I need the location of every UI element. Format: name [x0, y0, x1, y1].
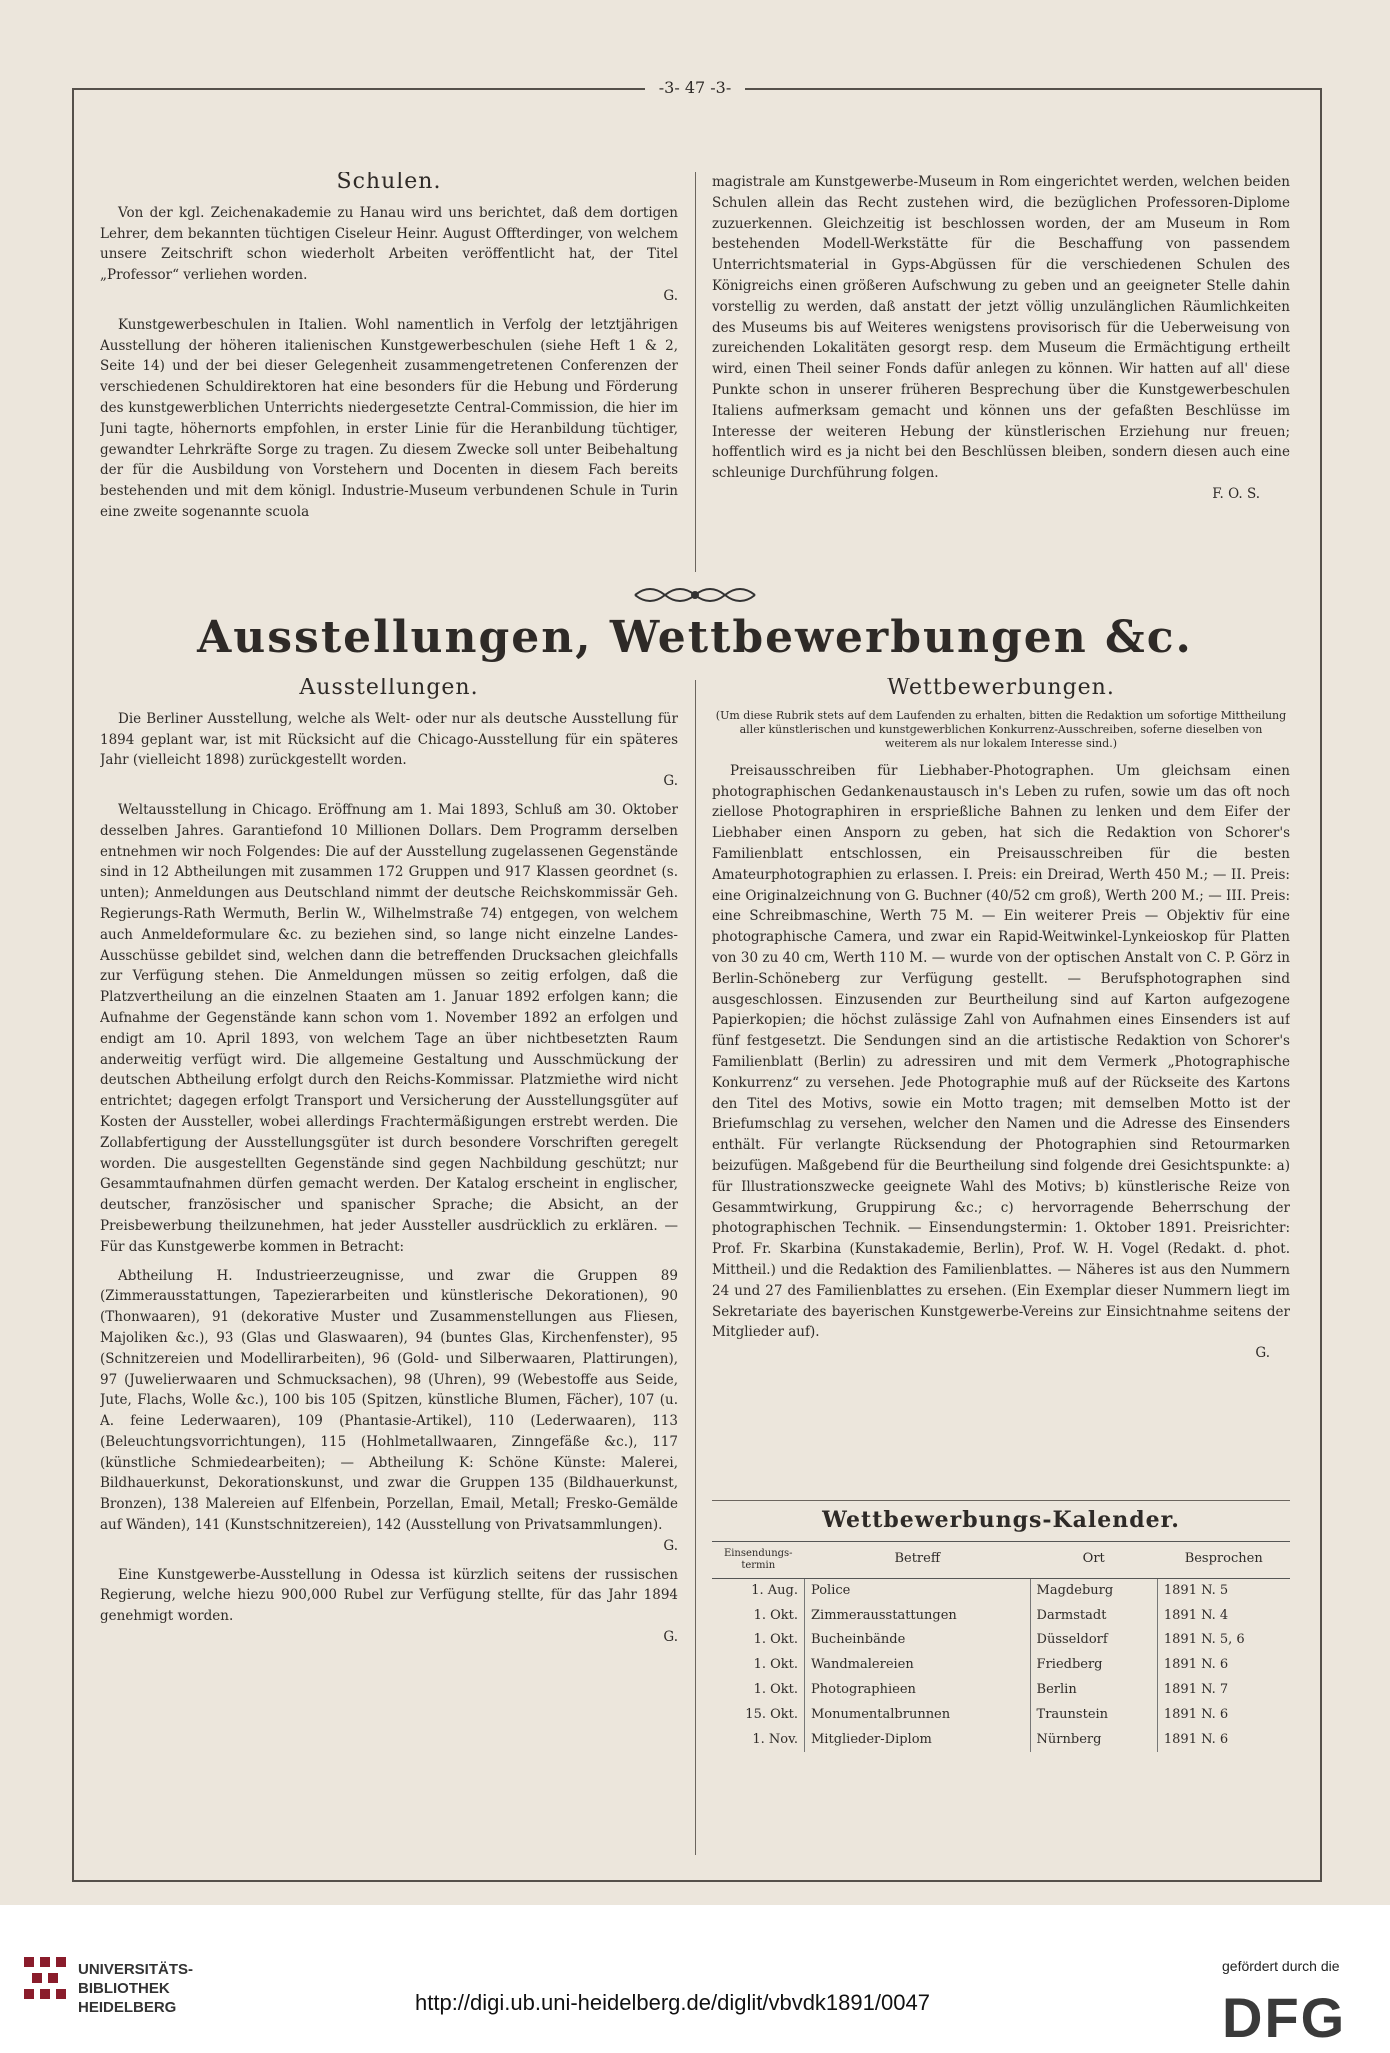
- schulen-column-left: [100, 172, 678, 574]
- wettbewerbungen-heading: Wettbewerbungen.: [887, 678, 1115, 700]
- cell-ort: Magdeburg: [1030, 1578, 1157, 1603]
- cell-betreff: Police: [805, 1578, 1031, 1603]
- wettbewerbungen-paragraph-1: Preisausschreiben für Liebhaber-Photographen. Um gleichsam einen photographischen Gedankenaustausch in's Leben zu rufen, sowie um das oft noch ziellose Photographiren in ersprießliche Bahnen zu lenken und dem Eifer der Liebhaber einen Ansporn zu geben, hat sich die Redaktion von Schorer's Familienblatt entschlossen, ein Preisausschreiben für die besten Amateurphotographien zu erlassen. I. Preis: ein Dreirad, Werth 450 M.; — II. Preis: eine Originalzeichnung von G. Buchner (40/52 cm groß), Werth 200 M.; — III. Preis: eine Schreibmaschine, Werth 75 M. — Ein weiterer Preis — Objektiv für eine photographische Camera, und zwar ein Rapid-Weitwinkel-Lynkeioskop für Platten von 30 zu 40 cm, Werth 110 M. — wurde von der optischen Anstalt von C. P. Görz in Berlin-Schöneberg zur Verfügung gestellt. — Berufsphotographen sind ausgeschlossen. Einzusenden zur Beurtheilung sind auf Karton aufgezogene Papierkopien; die höchst zulässige Zahl von Aufnahmen eines Einsenders ist auf fünf festgesetzt. Die Sendungen sind an die artistische Redaktion von Schorer's Familienblatt (Berlin) zu adressiren und mit dem Vermerk „Photographische Konkurrenz“ zu versehen. Jede Photographie muß auf der Rückseite des Kartons den Titel des Motivs, sowie ein Motto tragen; mit demselben Motto ist der Briefumschlag zu versehen, welcher den Namen und die Adresse des Einsenders enthält. Für verlangte Rücksendung der Photographien sind Retourmarken beizufügen. Maßgebend für die Beurtheilung sind folgende drei Gesichtspunkte: a) für Illustrationszwecke geeignete Wahl des Motivs; b) künstlerische Reize von Gesammtwirkung, Gruppirung &c.; c) hervorragende Beherrschung der photographischen Technik. — Einsendungstermin: 1. Oktober 1891. Preisrichter: Prof. Fr. Skarbina (Kunstakademie, Berlin), Prof. W. H. Vogel (Redakt. d. phot. Mittheil.) und die Redaktion des Familienblattes. — Näheres ist aus den Nummern 24 und 27 des Familienblattes zu ersehen. (Ein Exemplar dieser Nummern liegt im Sekretariate des bayerischen Kunstgewerbe-Vereins zur Einsichtnahme seitens der Mitglieder auf).: [712, 762, 1290, 1341]
- ausstellungen-paragraph-2: Weltausstellung in Chicago. Eröffnung am 1. Mai 1893, Schluß am 30. Oktober desselben Jahres. Garantiefond 10 Millionen Dollars. Dem Programm derselben entnehmen wir noch Folgendes: Die auf der Ausstellung zugelassenen Gegenstände sind in 12 Abtheilungen mit zusammen 172 Gruppen und 917 Klassen geordnet (s. unten); Anmeldungen aus Deutschland nimmt der deutsche Reichskommissär Geh. Regierungs-Rath Wermuth, Berlin W., Wilhelmstraße 74) entgegen, von welchem auch Anmeldeformulare &c. zu beziehen sind, so lange nicht einzelne Landes-Ausschüsse gebildet sind, welchen dann die betreffenden Drucksachen gleichfalls zur Verfügung stehen. Die Anmeldungen müssen so zeitig erfolgen, daß die Platzvertheilung an die einzelnen Staaten am 1. Januar 1892 erfolgen kann; die Aufnahme der Gegenstände kann schon vom 1. November 1892 an erfolgen und endigt am 10. April 1893, von welchem Tage an über nichtbesetzten Raum anderweitig verfügt wird. Die allgemeine Gestaltung und Ausschmückung der deutschen Abtheilung erfolgt durch den Reichs-Kommissar. Platzmiethe wird nicht entrichtet; dagegen erfolgt Transport und Versicherung der Ausstellungsgüter auf Kosten der Aussteller, wobei allerdings Frachtermäßigungen erstrebt werden. Die Zollabfertigung der Ausstellungsgüter ist durch besondere Vorschriften geregelt worden. Die ausgestellten Gegenstände sind gegen Nachbildung geschützt; nur Gesammtaufnahmen dürfen gemacht werden. Der Katalog erscheint in englischer, deutscher, französischer und spanischer Sprache; die Absicht, an der Preisbewerbung theilzunehmen, hat jeder Aussteller ausdrücklich zu erklären. — Für das Kunstgewerbe kommen in Betracht:: [100, 801, 678, 1255]
- wettbewerbungen-p1-signature: G.: [1255, 1345, 1270, 1362]
- cell-ort: Darmstadt: [1030, 1604, 1157, 1629]
- funded-by-label: gefördert durch die: [1222, 1958, 1340, 1974]
- schulen-column-right: [712, 172, 1290, 574]
- schulen-p2-signature: F. O. S.: [1212, 485, 1260, 502]
- cell-betreff: Bucheinbände: [805, 1628, 1031, 1653]
- ornament-divider: [630, 583, 760, 607]
- cell-termin: 15. Okt.: [712, 1703, 805, 1728]
- cell-betreff: Wandmalereien: [805, 1653, 1031, 1678]
- column-rule-bottom: [695, 680, 696, 1855]
- cell-termin: 1. Okt.: [712, 1678, 805, 1703]
- cell-besprochen: 1891 N. 6: [1163, 1706, 1229, 1722]
- cell-ort: Düsseldorf: [1030, 1628, 1157, 1653]
- cell-betreff: Zimmerausstattungen: [805, 1604, 1031, 1629]
- cell-termin: 1. Okt.: [712, 1604, 805, 1629]
- ausstellungen-paragraph-3: Abtheilung H. Industrieerzeugnisse, und zwar die Gruppen 89 (Zimmerausstattungen, Tapezierarbeiten und künstlerische Dekorationen), 90 (Thonwaaren), 91 (dekorative Muster und Zusammenstellungen aus Fliesen, Majoliken &c.), 93 (Glas und Glaswaaren), 94 (buntes Glas, Kirchenfenster), 95 (Schnitzereien und Modellirarbeiten), 96 (Gold- und Silberwaaren, Plattirungen), 97 (Juwelierwaaren und Schmucksachen), 98 (Uhren), 99 (Webestoffe aus Seide, Jute, Flachs, Wolle &c.), 100 bis 105 (Spitzen, künstliche Blumen, Fächer), 107 (u. A. feine Lederwaaren), 109 (Phantasie-Artikel), 110 (Lederwaaren), 113 (Beleuchtungsvorrichtungen), 115 (Hohlmetallwaaren, Zinngefäße &c.), 117 (künstliche Schmiedearbeiten); — Abtheilung K: Schöne Künste: Malerei, Bildhauerkunst, Dekorationskunst, und zwar die Gruppen 135 (Bildhauerkunst, Bronzen), 138 Malereien auf Elfenbein, Porzellan, Email, Metall; Fresko-Gemälde auf Wänden), 141 (Kunstschnitzereien), 142 (Ausstellung von Privatsammlungen).: [100, 1267, 678, 1534]
- library-name-line-1: UNIVERSITÄTS-: [78, 1961, 194, 1978]
- ausstellungen-paragraph-4: Eine Kunstgewerbe-Ausstellung in Odessa ist kürzlich seitens der russischen Regierung, welche hiezu 900,000 Rubel zur Verfügung stellte, für das Jahr 1894 genehmigt worden.: [100, 1566, 678, 1625]
- kalender-heading: Wettbewerbungs-Kalender.: [822, 1510, 1180, 1533]
- page-number: -3- 47 -3-: [645, 78, 745, 97]
- ausstellungen-heading: Ausstellungen.: [299, 678, 479, 700]
- cell-ort: Traunstein: [1030, 1703, 1157, 1728]
- ausstellungen-p1-signature: G.: [663, 773, 678, 790]
- schulen-heading: Schulen.: [336, 172, 442, 194]
- library-name-line-3: HEIDELBERG: [78, 1999, 177, 2016]
- cell-besprochen: 1891 N. 5, 6: [1163, 1632, 1245, 1648]
- kalender-section: [712, 1510, 1290, 1850]
- wettbewerbungen-column: [712, 678, 1290, 1498]
- cell-besprochen: 1891 N. 5: [1163, 1582, 1229, 1598]
- table-row: [712, 1628, 1290, 1653]
- schulen-p1-signature: G.: [663, 287, 678, 304]
- cell-betreff: Photographieen: [805, 1678, 1031, 1703]
- schulen-paragraph-2: Kunstgewerbeschulen in Italien. Wohl namentlich in Verfolg der letztjährigen Ausstellung der höheren italienischen Kunstgewerbeschulen (siehe Heft 1 & 2, Seite 14) und der bei dieser Gelegenheit zusammengetretenen Conferenzen der verschiedenen Schuldirektoren hat eine besonders für die Hebung und Förderung des kunstgewerblichen Unterrichts niedergesetzte Central-Commission, die hier im Juni tagte, höhernorts empfohlen, in erster Linie für die Heranbildung tüchtiger, gewandter Lehrkräfte Sorge zu tragen. Zu diesem Zwecke soll unter Beibehaltung der für die Ausbildung von Vorstehern und Docenten in diesem Fach bereits bestehenden und mit dem königl. Industrie-Museum verbundenen Schule in Turin eine zweite sogenannte scuola: [100, 316, 678, 520]
- kalender-table: [712, 1541, 1290, 1753]
- cell-besprochen: 1891 N. 7: [1163, 1681, 1229, 1697]
- cell-termin: 1. Aug.: [712, 1578, 805, 1603]
- cell-betreff: Monumentalbrunnen: [805, 1703, 1031, 1728]
- schulen-paragraph-2-continued: magistrale am Kunstgewerbe-Museum in Rom eingerichtet werden, welchen beiden Schulen allein das Recht zustehen wird, die bezüglichen Professoren-Diplome zuzuerkennen. Gleichzeitig ist beschlossen worden, der am Museum in Rom bestehenden Modell-Werkstätte für die Beschaffung von passendem Unterrichtsmaterial in Gyps-Abgüssen für die verschiedenen Schulen des Königreichs einen größeren Aufschwung zu geben und an geeigneter Stelle dahin vorstellig zu werden, daß anstatt der jetzt völlig unzulänglichen Räumlichkeiten des Museums bis auf Weiteres wenigstens provisorisch für die Ueberweisung von zureichenden Lokalitäten gesorgt resp. dem Museum die Ermächtigung ertheilt wird, einen Theil seiner Fonds dafür anlegen zu können. Wir hatten auf all' diese Punkte schon in unserer früheren Besprechung über die Kunstgewerbeschulen Italiens aufmerksam gemacht und können uns der gefaßten Beschlüsse im Interesse der weiteren Hebung der künstlerischen Erziehung nur freuen; hoffentlich wird es ja nicht bei den Beschlüssen bleiben, sondern diesen auch eine schleunige Durchführung folgen.: [712, 174, 1290, 482]
- library-name-line-2: BIBLIOTHEK: [78, 1980, 170, 1997]
- university-library-logo: [22, 1955, 70, 2003]
- section-banner-title: Ausstellungen, Wettbewerbungen &c.: [197, 612, 1193, 663]
- ausstellungen-column: [100, 678, 678, 1858]
- wettbewerbungen-note: (Um diese Rubrik stets auf dem Laufenden zu erhalten, bitten die Redaktion um sofortige Mittheilung aller künstlerischen und kunstgewerblichen Konkurrenz-Ausschreiben, soferne dieselben von weiterem als nur lokalem Interesse sind.): [715, 708, 1287, 750]
- cell-ort: Nürnberg: [1030, 1728, 1157, 1753]
- cell-ort: Friedberg: [1030, 1653, 1157, 1678]
- cell-termin: 1. Nov.: [712, 1728, 805, 1753]
- kalender-top-rule: [712, 1500, 1290, 1501]
- cell-besprochen: 1891 N. 4: [1163, 1607, 1229, 1623]
- table-row: [712, 1678, 1290, 1703]
- cell-betreff: Mitglieder-Diplom: [805, 1728, 1031, 1753]
- col-header-besprochen: Besprochen: [1157, 1541, 1290, 1578]
- col-header-termin: Einsendungs-termin: [712, 1541, 805, 1578]
- ausstellungen-p3-signature: G.: [663, 1537, 678, 1554]
- dfg-logo: DFG: [1222, 1986, 1347, 2049]
- cell-termin: 1. Okt.: [712, 1653, 805, 1678]
- column-rule-top: [695, 172, 696, 572]
- table-row: [712, 1728, 1290, 1753]
- ausstellungen-p4-signature: G.: [663, 1629, 678, 1646]
- source-url-link[interactable]: http://digi.ub.uni-heidelberg.de/diglit/vbvdk1891/0047: [415, 1990, 930, 2015]
- cell-ort: Berlin: [1030, 1678, 1157, 1703]
- cell-besprochen: 1891 N. 6: [1163, 1657, 1229, 1673]
- cell-termin: 1. Okt.: [712, 1628, 805, 1653]
- library-name: [78, 1960, 193, 2017]
- table-row: [712, 1578, 1290, 1603]
- col-header-ort: Ort: [1030, 1541, 1157, 1578]
- cell-besprochen: 1891 N. 6: [1163, 1731, 1229, 1747]
- table-row: [712, 1604, 1290, 1629]
- table-row: [712, 1653, 1290, 1678]
- table-row: [712, 1703, 1290, 1728]
- footer-bar: [0, 1905, 1390, 2053]
- col-header-betreff: Betreff: [805, 1541, 1031, 1578]
- schulen-paragraph-1: Von der kgl. Zeichenakademie zu Hanau wird uns berichtet, daß dem dortigen Lehrer, dem bekannten tüchtigen Ciseleur Heinr. August Offterdinger, von welchem unsere Zeitschrift schon wiederholt Arbeiten veröffentlicht hat, der Titel „Professor“ verliehen worden.: [100, 204, 678, 284]
- kalender-header-row: [712, 1541, 1290, 1578]
- ausstellungen-paragraph-1: Die Berliner Ausstellung, welche als Welt- oder nur als deutsche Ausstellung für 1894 geplant war, ist mit Rücksicht auf die Chicago-Ausstellung für ein späteres Jahr (vielleicht 1898) zurückgestellt worden.: [100, 710, 678, 769]
